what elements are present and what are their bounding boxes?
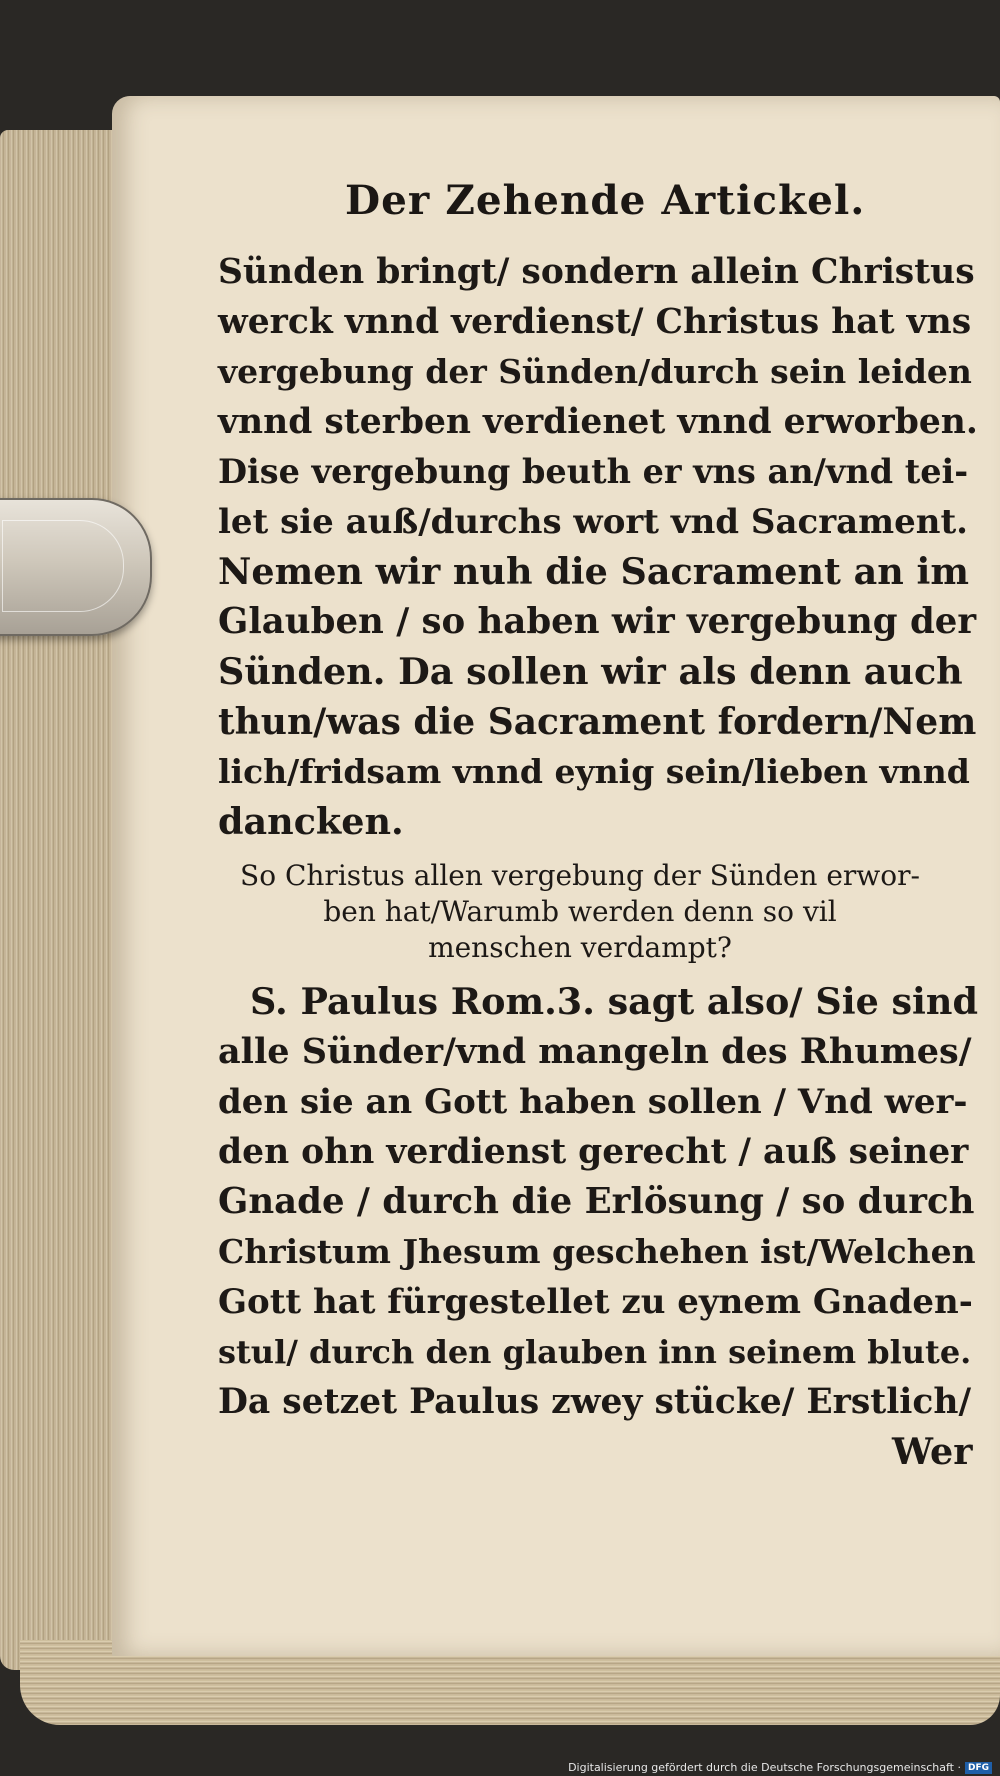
text-line: Christum Jhesum geschehen ist/Welchen	[218, 1232, 976, 1271]
credit-text: Digitalisierung gefördert durch die Deutsche Forschungsgemeinschaft ·	[568, 1761, 961, 1774]
text-line: den ohn verdienst gerecht / auß seiner	[218, 1132, 969, 1172]
text-line: alle Sünder/vnd mangeln des Rhumes/	[218, 1031, 972, 1072]
digitization-credit	[568, 1761, 992, 1774]
page-heading: Der Zehende Artickel.	[345, 176, 866, 224]
text-line: Gott hat fürgestellet zu eynem Gnaden-	[218, 1282, 973, 1322]
text-line: Dise vergebung beuth er vns an/vnd tei-	[218, 452, 969, 491]
text-line: vergebung der Sünden/durch sein leiden	[218, 352, 972, 391]
text-line: S. Paulus Rom.3. sagt also/ Sie sind	[250, 980, 978, 1023]
catchword: Wer	[892, 1430, 973, 1473]
text-line: Gnade / durch die Erlösung / so durch	[218, 1181, 975, 1222]
question-line: menschen verdampt?	[428, 931, 732, 964]
question-line: ben hat/Warumb werden denn so vil	[323, 895, 837, 928]
text-line: lich/fridsam vnnd eynig sein/lieben vnnd	[218, 752, 970, 791]
book-page-edges	[0, 130, 125, 1670]
text-line: den sie an Gott haben sollen / Vnd wer-	[218, 1082, 968, 1122]
text-line: Glauben / so haben wir vergebung der	[218, 601, 977, 642]
text-line: Sünden bringt/ sondern allein Christus	[218, 252, 975, 292]
text-line: Sünden. Da sollen wir als denn auch	[218, 650, 963, 693]
text-line: dancken.	[218, 800, 404, 843]
text-line: stul/ durch den glauben inn seinem blute.	[218, 1333, 972, 1371]
text-line: let sie auß/durchs wort vnd Sacrament.	[218, 502, 969, 542]
text-line: Nemen wir nuh die Sacrament an im	[218, 550, 969, 593]
text-line: Da setzet Paulus zwey stücke/ Erstlich/	[218, 1382, 972, 1422]
text-line: werck vnnd verdienst/ Christus hat vns	[218, 302, 972, 342]
text-line: vnnd sterben verdienet vnnd erworben.	[218, 402, 978, 442]
dfg-logo-icon: DFG	[965, 1762, 992, 1774]
text-line: thun/was die Sacrament fordern/Nem	[218, 701, 977, 743]
page-clip	[0, 498, 152, 636]
question-line: So Christus allen vergebung der Sünden erwor-	[240, 859, 920, 892]
